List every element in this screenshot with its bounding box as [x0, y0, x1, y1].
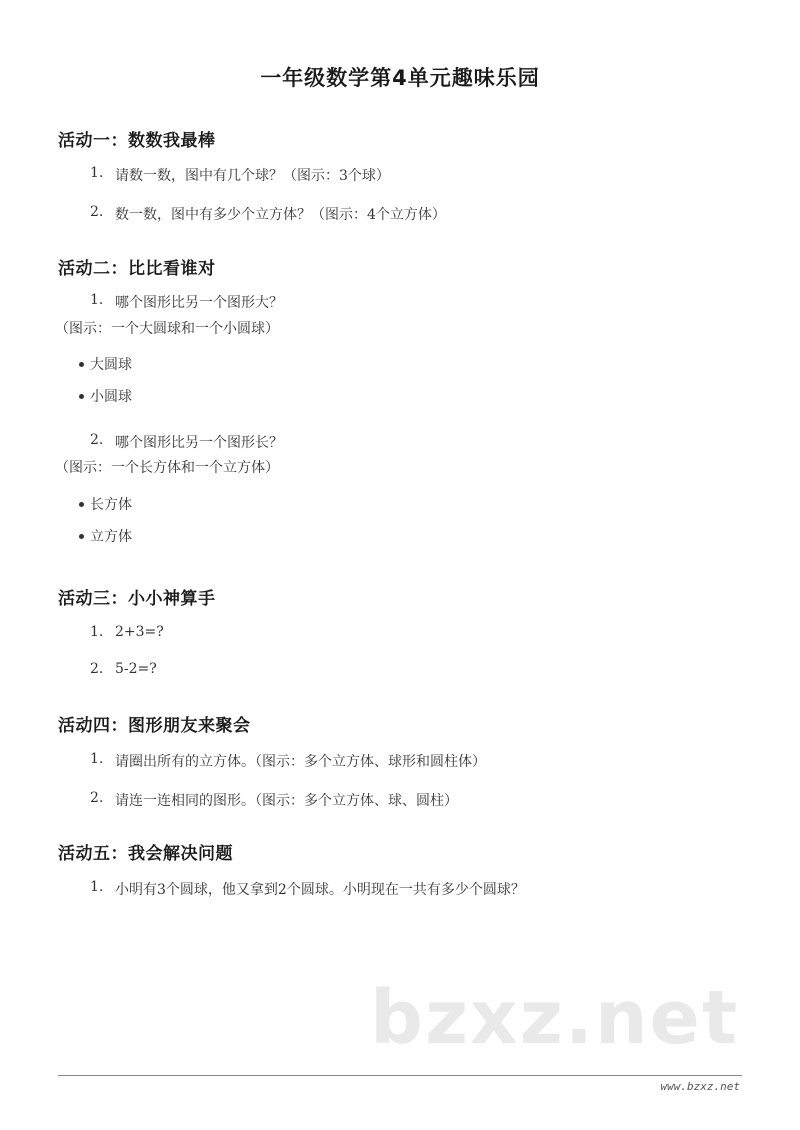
activity-2-heading: 活动二：比比看谁对	[58, 259, 216, 279]
activity-2-q1-option-1: 大圆球	[90, 357, 132, 373]
activity-4-item-1-text: 请圈出所有的立方体。（图示：多个立方体、球形和圆柱体）	[115, 754, 486, 770]
activity-4-item-2-text: 请连一连相同的图形。（图示：多个立方体、球、圆柱）	[115, 793, 458, 809]
activity-5-item-1-number: 1.	[90, 879, 104, 895]
activity-5-heading: 活动五：我会解决问题	[58, 844, 233, 864]
activity-2-q1-option-2: 小圆球	[90, 389, 132, 405]
activity-3-heading: 活动三：小小神算手	[58, 589, 216, 609]
activity-4-item-2-number: 2.	[90, 790, 104, 806]
activity-1-item-2-text: 数一数，图中有多少个立方体？（图示：4个立方体）	[115, 207, 446, 223]
footer-url: www.bzxz.net	[660, 1080, 740, 1093]
activity-5-item-1-text: 小明有3个圆球，他又拿到2个圆球。小明现在一共有多少个圆球？	[115, 882, 525, 898]
activity-3-item-2-number: 2.	[90, 661, 104, 677]
footer-divider	[58, 1075, 742, 1076]
activity-3-item-1-text: 2+3=?	[115, 624, 164, 640]
activity-1-item-2-number: 2.	[90, 204, 104, 220]
activity-2-question-1-text: 哪个图形比另一个图形大？	[115, 295, 283, 311]
activity-3-item-1-number: 1.	[90, 624, 104, 640]
bullet-dot	[79, 502, 84, 507]
watermark: bzxz.net	[370, 975, 740, 1061]
activity-2-question-1-note: （图示：一个大圆球和一个小圆球）	[55, 321, 279, 337]
bullet-dot	[79, 394, 84, 399]
activity-1-item-1-text: 请数一数，图中有几个球？（图示：3个球）	[115, 168, 390, 184]
activity-1-heading: 活动一：数数我最棒	[58, 131, 216, 151]
activity-2-question-1-number: 1.	[90, 292, 104, 308]
bullet-dot	[79, 362, 84, 367]
activity-2-question-2-note: （图示：一个长方体和一个立方体）	[55, 460, 279, 476]
activity-3-item-2-text: 5-2=?	[115, 661, 157, 677]
activity-2-q2-option-1: 长方体	[90, 497, 132, 513]
document-title: 一年级数学第4单元趣味乐园	[260, 66, 540, 90]
activity-2-question-2-number: 2.	[90, 432, 104, 448]
activity-1-item-1-number: 1.	[90, 165, 104, 181]
activity-4-heading: 活动四：图形朋友来聚会	[58, 716, 251, 736]
activity-2-question-2-text: 哪个图形比另一个图形长？	[115, 435, 283, 451]
activity-4-item-1-number: 1.	[90, 751, 104, 767]
bullet-dot	[79, 534, 84, 539]
activity-2-q2-option-2: 立方体	[90, 529, 132, 545]
